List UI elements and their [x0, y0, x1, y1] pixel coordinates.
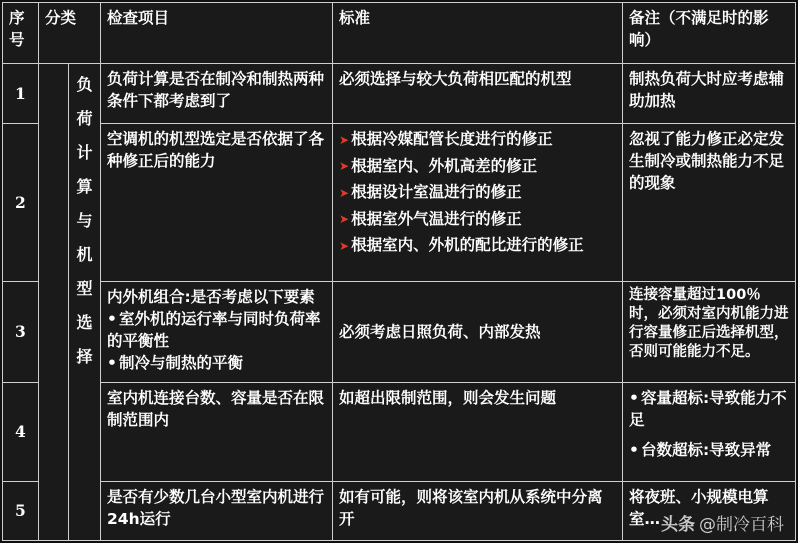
table-row	[3, 63, 796, 124]
dot-bullet-icon: •	[629, 441, 639, 460]
row-number: 1	[3, 63, 39, 124]
remark-text: 忽视了能力修正必定发生制冷或制热能力不足的现象	[623, 124, 796, 282]
category-char: 荷	[76, 108, 93, 128]
standard-list-item	[339, 181, 616, 204]
header-row	[3, 3, 796, 64]
standard-text: 必须选择与较大负荷相匹配的机型	[333, 63, 623, 124]
standard-list-item	[339, 155, 616, 178]
category-char: 负	[76, 74, 93, 94]
category-char: 计	[76, 142, 93, 162]
category-vertical-text	[69, 74, 100, 368]
standard-item-text: 根据室外气温进行的修正	[351, 209, 522, 228]
category-char: 机	[76, 244, 93, 264]
dot-bullet-icon: •	[629, 389, 639, 408]
dot-bullet-icon: •	[107, 354, 117, 373]
category-char: 与	[76, 210, 93, 230]
inspection-table	[2, 2, 796, 541]
standard-list-item	[339, 208, 616, 231]
standard-item-text: 根据冷媒配管长度进行的修正	[351, 130, 553, 149]
category-blank-cell	[39, 63, 69, 540]
category-char: 选	[76, 312, 93, 332]
remark-text: 连接容量超过100％时，必须对室内机能力进行容量修正后选择机型，否则可能能力不足。	[623, 282, 796, 383]
standard-item-text: 根据设计室温进行的修正	[351, 183, 522, 202]
standard-text: 如有可能，则将该室内机从系统中分离开	[333, 482, 623, 541]
remark-point	[629, 439, 789, 461]
category-char: 型	[76, 278, 93, 298]
check-item: 空调机的机型选定是否依据了各种修正后的能力	[101, 124, 333, 282]
arrow-bullet-icon: ➤	[339, 212, 350, 227]
standard-item-text: 根据室内、外机的配比进行的修正	[351, 236, 584, 255]
standard-text: 如超出限制范围，则会发生问题	[333, 383, 623, 482]
row-number: 4	[3, 383, 39, 482]
standard-item-text: 根据室内、外机高差的修正	[351, 156, 538, 175]
watermark-handle: @制冷百科	[699, 515, 784, 535]
check-item: 室内机连接台数、容量是否在限制范围内	[101, 383, 333, 482]
header-item: 检查项目	[101, 3, 333, 64]
remark-point-text: 容量超标:导致能力不足	[629, 389, 787, 430]
header-standard: 标准	[333, 3, 623, 64]
check-item-point	[107, 352, 326, 374]
row-number: 2	[3, 124, 39, 282]
standard-list	[339, 128, 616, 257]
remark-text: 制热负荷大时应考虑辅助加热	[623, 63, 796, 124]
remark-point-text: 台数超标:导致异常	[640, 441, 772, 460]
row-number: 5	[3, 482, 39, 541]
header-no: 序号	[3, 3, 39, 64]
remark-text: 将夜班、小规模电算室…	[623, 482, 796, 541]
check-item-point	[107, 308, 326, 352]
arrow-bullet-icon: ➤	[339, 159, 350, 174]
standard-text: 必须考虑日照负荷、内部发热	[333, 282, 623, 383]
check-item-point-text: 室外机的运行率与同时负荷率的平衡性	[107, 310, 321, 351]
remark-point	[629, 387, 789, 431]
watermark-brand: 头条	[661, 515, 695, 535]
check-item: 是否有少数几台小型室内机进行24h运行	[101, 482, 333, 541]
row-number: 3	[3, 282, 39, 383]
arrow-bullet-icon: ➤	[339, 238, 350, 253]
header-category: 分类	[39, 3, 101, 64]
watermark	[661, 510, 784, 535]
category-cell	[69, 63, 101, 540]
dot-bullet-icon: •	[107, 310, 117, 329]
header-remark: 备注（不满足时的影响）	[623, 3, 796, 64]
standard-list-item	[339, 234, 616, 257]
table-row	[3, 282, 796, 383]
check-item-title: 内外机组合:是否考虑以下要素	[107, 288, 315, 307]
table-row	[3, 383, 796, 482]
check-item-cell	[101, 282, 333, 383]
category-char: 算	[76, 176, 93, 196]
check-item-point-text: 制冷与制热的平衡	[118, 354, 243, 373]
table-row	[3, 124, 796, 282]
check-item: 负荷计算是否在制冷和制热两种条件下都考虑到了	[101, 63, 333, 124]
standard-list-cell	[333, 124, 623, 282]
remark-points-cell	[623, 383, 796, 482]
standard-list-item	[339, 128, 616, 151]
arrow-bullet-icon: ➤	[339, 185, 350, 200]
arrow-bullet-icon: ➤	[339, 132, 350, 147]
category-char: 择	[76, 346, 93, 366]
